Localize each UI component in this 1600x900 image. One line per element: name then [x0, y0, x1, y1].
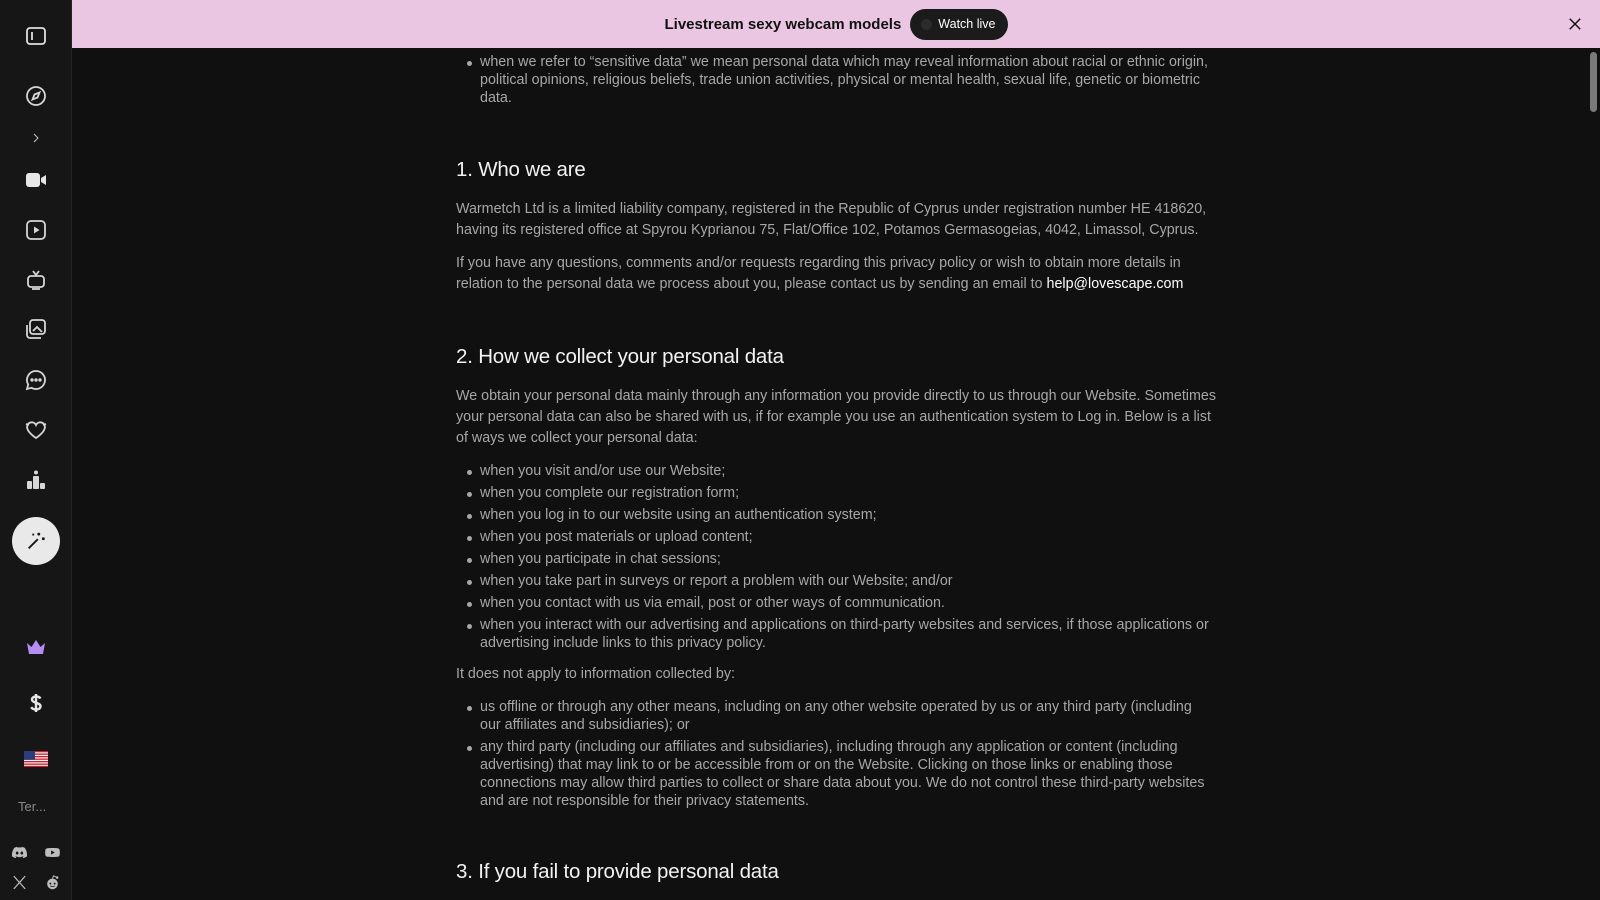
- us-flag-icon[interactable]: [0, 739, 72, 779]
- chat-icon[interactable]: [0, 360, 72, 400]
- list-item: when you post materials or upload content;: [456, 528, 1216, 546]
- list-item: when you visit and/or use our Website;: [456, 462, 1216, 480]
- intro-list: [456, 53, 1216, 107]
- discord-icon[interactable]: [7, 840, 31, 864]
- watch-live-label: Watch live: [938, 17, 996, 31]
- contact-email-link[interactable]: help@lovescape.com: [1046, 276, 1184, 292]
- contact-text: If you have any questions, comments and/or requests regarding this privacy policy or wish to obtain more details in relation to the personal data we process about you, please contact us by sending an email to: [456, 255, 1181, 292]
- section-title-how-we-collect: 2. How we collect your personal data: [456, 345, 784, 368]
- crown-icon[interactable]: [0, 627, 72, 667]
- scrollbar[interactable]: [1584, 48, 1600, 900]
- sidebar: [0, 0, 72, 900]
- list-item: us offline or through any other means, including on any other website operated by us or any third party (including our affiliates and subsidiaries); or: [456, 698, 1216, 734]
- compass-icon[interactable]: [0, 76, 72, 116]
- magic-wand-button[interactable]: [12, 517, 60, 565]
- section-title-who-we-are: 1. Who we are: [456, 158, 586, 181]
- contact-paragraph: [456, 253, 1216, 295]
- promo-banner: [72, 0, 1600, 48]
- x-icon[interactable]: [7, 870, 31, 894]
- scrollbar-thumb[interactable]: [1590, 52, 1597, 112]
- tv-icon[interactable]: [0, 260, 72, 300]
- list-item: when you contact with us via email, post or other ways of communication.: [456, 594, 1216, 612]
- paragraph: Warmetch Ltd is a limited liability company, registered in the Republic of Cyprus under registration number HE 418620, having its registered office at Spyrou Kyprianou 75, Flat/Office 102, Potamos Germasogeias, 4042, Limassol, Cyprus.: [456, 201, 1207, 238]
- list-item: when you complete our registration form;: [456, 484, 1216, 502]
- list-item: when you log in to our website using an authentication system;: [456, 506, 1216, 524]
- close-icon[interactable]: [1563, 12, 1587, 36]
- dollar-icon[interactable]: [0, 683, 72, 723]
- list-item: when you interact with our advertising and applications on third-party websites and services, if those applications or advertising include links to this privacy policy.: [456, 616, 1216, 652]
- collect-list: [456, 462, 1216, 652]
- paragraph: We obtain your personal data mainly through any information you provide directly to us through our Website. Sometimes your personal data can also be shared with us, if for example you use an authentication system to Log in. Below is a list of ways we collect your personal data:: [456, 388, 1216, 446]
- heart-icon[interactable]: [0, 410, 72, 450]
- banner-text: Livestream sexy webcam models: [664, 15, 902, 33]
- reddit-icon[interactable]: [40, 870, 64, 894]
- privacy-policy-content: [456, 48, 1216, 900]
- paragraph: It does not apply to information collected by:: [456, 666, 735, 682]
- list-item: when you take part in surveys or report a problem with our Website; and/or: [456, 572, 1216, 590]
- terms-link[interactable]: Ter...: [18, 799, 47, 814]
- leaderboard-icon[interactable]: [0, 460, 72, 500]
- list-item: any third party (including our affiliates and subsidiaries), including through any application or content (including advertising) that may link to or be accessible from or on the Website. Clicking on those links or enabling those connections may allow third parties to collect or share data about you. We do not control these third-party websites and are not responsible for their privacy statements.: [456, 738, 1216, 810]
- exclusion-list: [456, 698, 1216, 810]
- magic-wand-icon: [25, 530, 47, 552]
- gallery-icon[interactable]: [0, 309, 72, 349]
- watch-live-button[interactable]: [910, 9, 1007, 40]
- live-dot-icon: [921, 19, 932, 30]
- chevron-right-icon[interactable]: [0, 118, 72, 158]
- section-title-fail-to-provide: 3. If you fail to provide personal data: [456, 860, 779, 883]
- sidebar-toggle-icon[interactable]: [0, 16, 72, 56]
- play-icon[interactable]: [0, 210, 72, 250]
- video-camera-icon[interactable]: [0, 160, 72, 200]
- youtube-icon[interactable]: [40, 840, 64, 864]
- list-item: when we refer to “sensitive data” we mean personal data which may reveal information about racial or ethnic origin, political opinions, religious beliefs, trade union activities, physical or mental health, sexual life, genetic or biometric data.: [456, 53, 1216, 107]
- list-item: when you participate in chat sessions;: [456, 550, 1216, 568]
